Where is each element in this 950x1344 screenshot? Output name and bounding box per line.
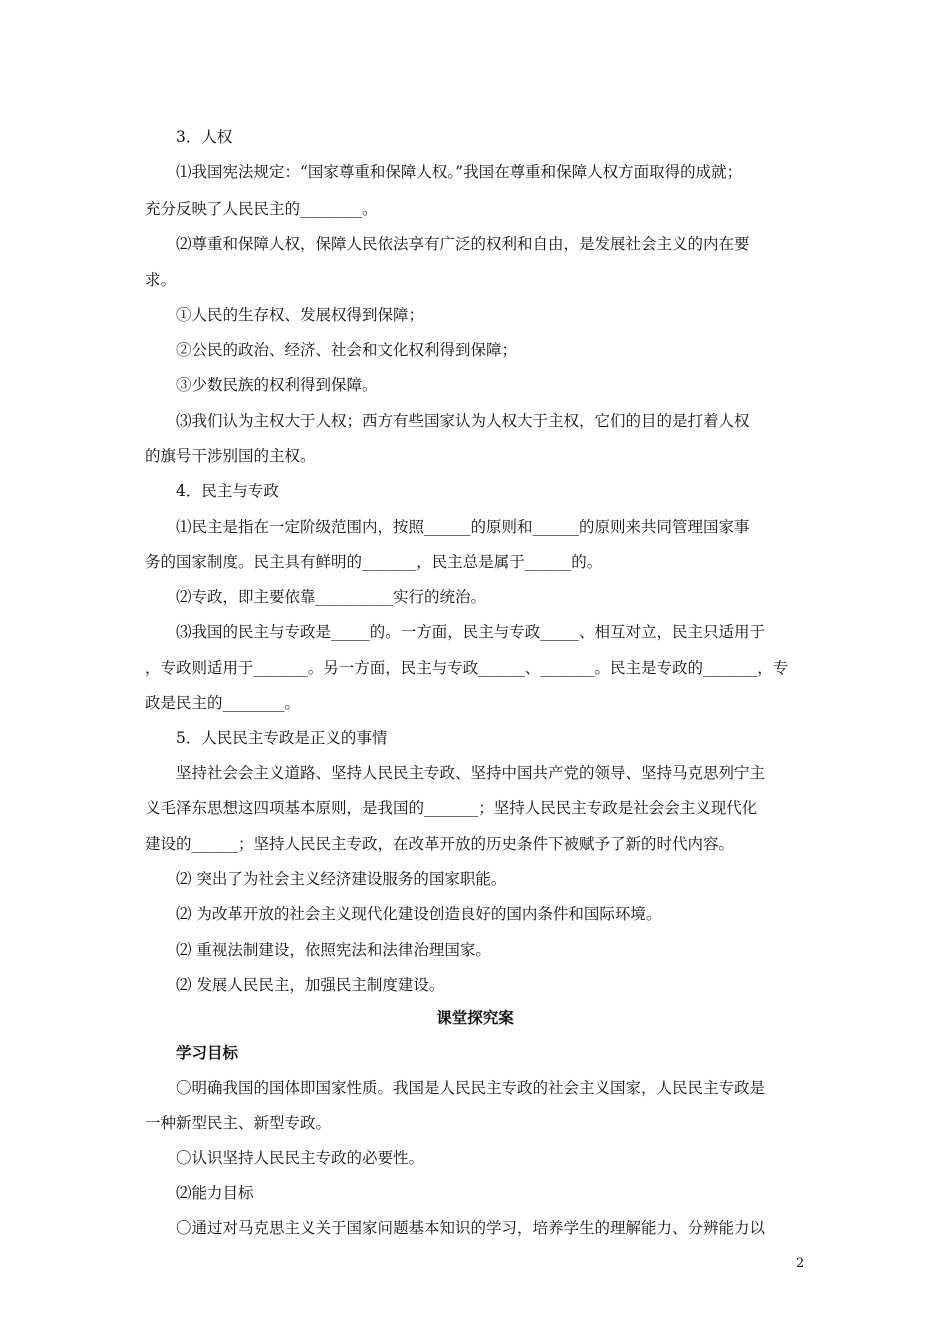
paragraph-line: ⑵尊重和保障人权，保障人民依法享有广泛的权利和自由，是发展社会主义的内在要 [176, 235, 750, 253]
subsection-heading: 学习目标 [176, 1043, 239, 1062]
paragraph-line: 坚持社会会主义道路、坚持人民民主专政、坚持中国共产党的领导、坚持马克思列宁主 [176, 764, 766, 782]
paragraph-line: 的旗号干涉别国的主权。 [145, 447, 316, 465]
list-item: ①人民的生存权、发展权得到保障； [176, 306, 425, 324]
list-item: ⑵ 重视法制建设，依照宪法和法律治理国家。 [176, 941, 491, 959]
list-item: ⑵ 为改革开放的社会主义现代化建设创造良好的国内条件和国际环境。 [176, 905, 662, 923]
paragraph-line: ⑴我国宪法规定：“国家尊重和保障人权。”我国在尊重和保障人权方面取得的成就； [176, 163, 743, 181]
paragraph-line: 建设的______；坚持人民民主专政，在改革开放的历史条件下被赋予了新的时代内容。 [145, 835, 735, 853]
paragraph-line: ⑵专政，即主要依靠__________实行的统治。 [176, 588, 487, 606]
list-item: ③少数民族的权利得到保障。 [176, 376, 378, 394]
list-item: ⑵ 突出了为社会主义经济建设服务的国家职能。 [176, 870, 507, 888]
paragraph-line: 务的国家制度。民主具有鲜明的_______，民主总是属于______的。 [145, 553, 603, 571]
paragraph-line: ⑴民主是指在一定阶级范围内，按照______的原则和______的原则来共同管理国家事 [176, 518, 750, 536]
list-item: ②公民的政治、经济、社会和文化权利得到保障； [176, 341, 518, 359]
page-number: 2 [796, 1256, 805, 1271]
list-item: ⑵ 发展人民民主，加强民主制度建设。 [176, 976, 445, 994]
paragraph-line: ，专政则适用于_______。另一方面，民主与专政______、_______。民主是专政的_______，专 [145, 659, 789, 677]
section-heading-democracy-dictatorship: 4．民主与专政 [176, 482, 279, 500]
paragraph-line: 政是民主的________。 [145, 694, 301, 712]
paragraph-line: 充分反映了人民民主的________。 [145, 200, 378, 218]
paragraph-line: 〇通过对马克思主义关于国家问题基本知识的学习，培养学生的理解能力、分辨能力以 [176, 1219, 766, 1237]
paragraph-line: ⑶我们认为主权大于人权；西方有些国家认为人权大于主权，它们的目的是打着人权 [176, 412, 750, 430]
paragraph-line: 求。 [145, 271, 177, 289]
section-heading-justice: 5．人民民主专政是正义的事情 [176, 729, 388, 747]
paragraph-line: ⑶我国的民主与专政是_____的。一方面，民主与专政_____、相互对立，民主只适用于 [176, 623, 766, 641]
paragraph-line: 一种新型民主、新型专政。 [145, 1114, 332, 1132]
paragraph-line: 〇认识坚持人民民主专政的必要性。 [176, 1149, 425, 1167]
paragraph-line: 〇明确我国的国体即国家性质。我国是人民民主专政的社会主义国家，人民民主专政是 [176, 1079, 766, 1097]
section-heading-human-rights: 3．人权 [176, 128, 233, 146]
section-title: 课堂探究案 [436, 1008, 514, 1027]
subsection-heading: ⑵能力目标 [176, 1184, 254, 1202]
paragraph-line: 义毛泽东思想这四项基本原则，是我国的_______；坚持人民民主专政是社会会主义现代化 [145, 799, 758, 817]
